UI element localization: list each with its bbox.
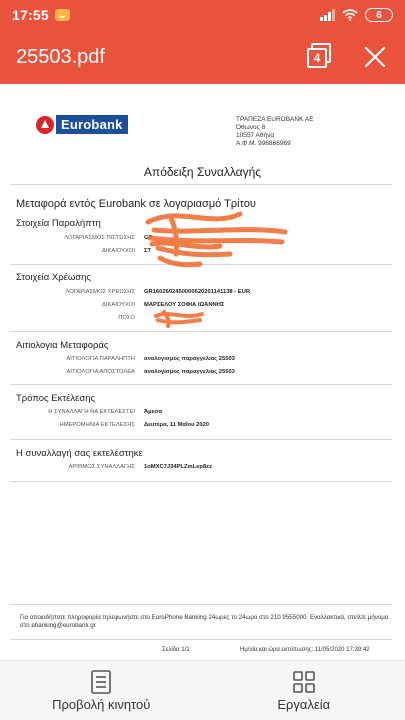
divider bbox=[10, 639, 392, 640]
row-label: ΔΙΚΑΙΟΥΧΟΙ bbox=[101, 302, 135, 308]
divider bbox=[10, 604, 392, 605]
tools-button[interactable] bbox=[203, 661, 405, 720]
row-value: Δευτέρα, 11 Μαΐου 2020 bbox=[144, 422, 210, 428]
row-label: ΑΙΤΙΟΛΟΓΙΑ ΠΑΡΑΛΗΠΤΗ bbox=[66, 356, 135, 362]
tools-label: Εργαλεία bbox=[277, 696, 331, 712]
document-title: 25503.pdf bbox=[16, 45, 105, 68]
status-time: 17:55 bbox=[12, 7, 49, 23]
detail-row bbox=[0, 422, 405, 432]
receipt-title: Απόδειξη Συναλλαγής bbox=[143, 165, 262, 179]
status-bar bbox=[0, 0, 405, 30]
detail-row bbox=[0, 369, 405, 379]
row-value: Άμεσα bbox=[144, 409, 163, 415]
bottom-bar bbox=[0, 660, 405, 720]
row-value: ΜΑΡΣΕΛΟΥ ΣΟΦΙΑ ΙΩΑΝΝΗΣ bbox=[144, 302, 225, 308]
battery-icon bbox=[365, 8, 393, 22]
row-value: αναλογισμος παραγγελιας 25503 bbox=[144, 369, 235, 375]
bank-info-line: Α.Φ.Μ. 996866969 bbox=[236, 140, 291, 147]
row-label: ΔΙΚΑΙΟΥΧΟΙ bbox=[101, 248, 135, 254]
pages-button[interactable] bbox=[305, 43, 333, 71]
app-notification-icon bbox=[55, 9, 70, 21]
detail-row bbox=[0, 409, 405, 419]
divider bbox=[10, 184, 392, 185]
row-value: αναλογισμος παραγγελιας 25503 bbox=[144, 356, 235, 362]
mobile-view-label: Προβολή κινητού bbox=[52, 696, 151, 712]
divider bbox=[10, 384, 392, 385]
row-label: ΛΟΓΑΡΙΑΣΜΟΣ ΠΙΣΤΩΣΗΣ bbox=[64, 235, 135, 241]
detail-row bbox=[0, 464, 405, 474]
eurobank-mark-icon bbox=[36, 116, 54, 134]
section-execution-heading: Τρόπος Εκτέλεσης bbox=[16, 393, 96, 404]
redaction-scribble bbox=[140, 194, 300, 274]
app-toolbar bbox=[0, 30, 405, 84]
row-label: ΛΟΓΑΡΙΑΣΜΟΣ ΧΡΕΩΣΗΣ bbox=[65, 289, 135, 295]
section-completed-heading: Η συναλλαγή σας εκτελέστηκε bbox=[16, 448, 143, 459]
mobile-view-icon bbox=[90, 670, 112, 694]
section-recipient-heading: Στοιχεία Παραλήπτη bbox=[16, 218, 101, 229]
section-reason-heading: Αιτιολογια Μεταφοράς bbox=[16, 340, 109, 351]
divider bbox=[10, 481, 392, 482]
transfer-heading: Μεταφορά εντός Eurobank σε λογαριασμό Τρίτου bbox=[16, 198, 256, 210]
logo-text: Eurobank bbox=[56, 115, 128, 134]
mobile-view-button[interactable] bbox=[0, 661, 203, 720]
tools-grid-icon bbox=[292, 670, 316, 694]
signal-icon bbox=[320, 9, 335, 21]
disclaimer-text: Για οποιαδήποτε πληροφορία τηλεφωνήστε στο EuroPhone Banking 24ωρες το 24ωρο στο 210 9555000. Εναλλακτικά, στείλτε μήνυμα στο ebanking@eurobank.gr bbox=[20, 614, 389, 629]
bank-info-line: Όθωνος 8 bbox=[236, 124, 266, 131]
detail-row bbox=[0, 356, 405, 366]
section-debtor-heading: Στοιχεία Χρέωσης bbox=[16, 272, 92, 283]
row-value: ΣΤ bbox=[144, 248, 152, 254]
row-label: ΑΙΤΙΟΛΟΓΙΑ ΑΠΟΣΤΟΛΕΑ bbox=[66, 369, 135, 375]
pdf-page[interactable] bbox=[0, 84, 405, 660]
close-icon[interactable] bbox=[362, 44, 388, 70]
row-label: ΠΟΣΟ bbox=[118, 315, 135, 321]
print-timestamp: Ημ/νία και ώρα εκτύπωσης: 11/05/2020 17:39:42 bbox=[240, 647, 370, 653]
detail-row bbox=[0, 289, 405, 299]
pages-count: 4 bbox=[307, 48, 327, 68]
bank-info-line: ΤΡΑΠΕΖΑ EUROBANK AE bbox=[236, 116, 314, 123]
bank-info-line: 10557 Αθήνα bbox=[236, 132, 275, 139]
page-number: Σελίδα 1/1 bbox=[162, 647, 190, 653]
divider bbox=[10, 439, 392, 440]
wifi-icon bbox=[342, 9, 358, 21]
divider bbox=[10, 331, 392, 332]
redaction-scribble bbox=[150, 306, 210, 328]
row-value: GR bbox=[144, 235, 153, 241]
eurobank-logo bbox=[36, 115, 128, 134]
row-label: Η ΣΥΝΑΛΛΑΓΗ ΝΑ ΕΚΤΕΛΕΣΤΕΙ bbox=[48, 409, 135, 415]
battery-level: 6 bbox=[376, 9, 382, 21]
row-label: ΗΜΕΡΟΜΗΝΙΑ ΕΚΤΕΛΕΣΗΣ bbox=[59, 422, 135, 428]
row-value: GR1602602450000620201141138 - EUR bbox=[144, 289, 251, 295]
row-label: ΑΡΙΘΜΟΣ ΣΥΝΑΛΛΑΓΗΣ bbox=[68, 464, 135, 470]
bank-info bbox=[236, 116, 314, 148]
row-value: 1oMXC7J34PLZmLep8zz bbox=[144, 464, 212, 470]
